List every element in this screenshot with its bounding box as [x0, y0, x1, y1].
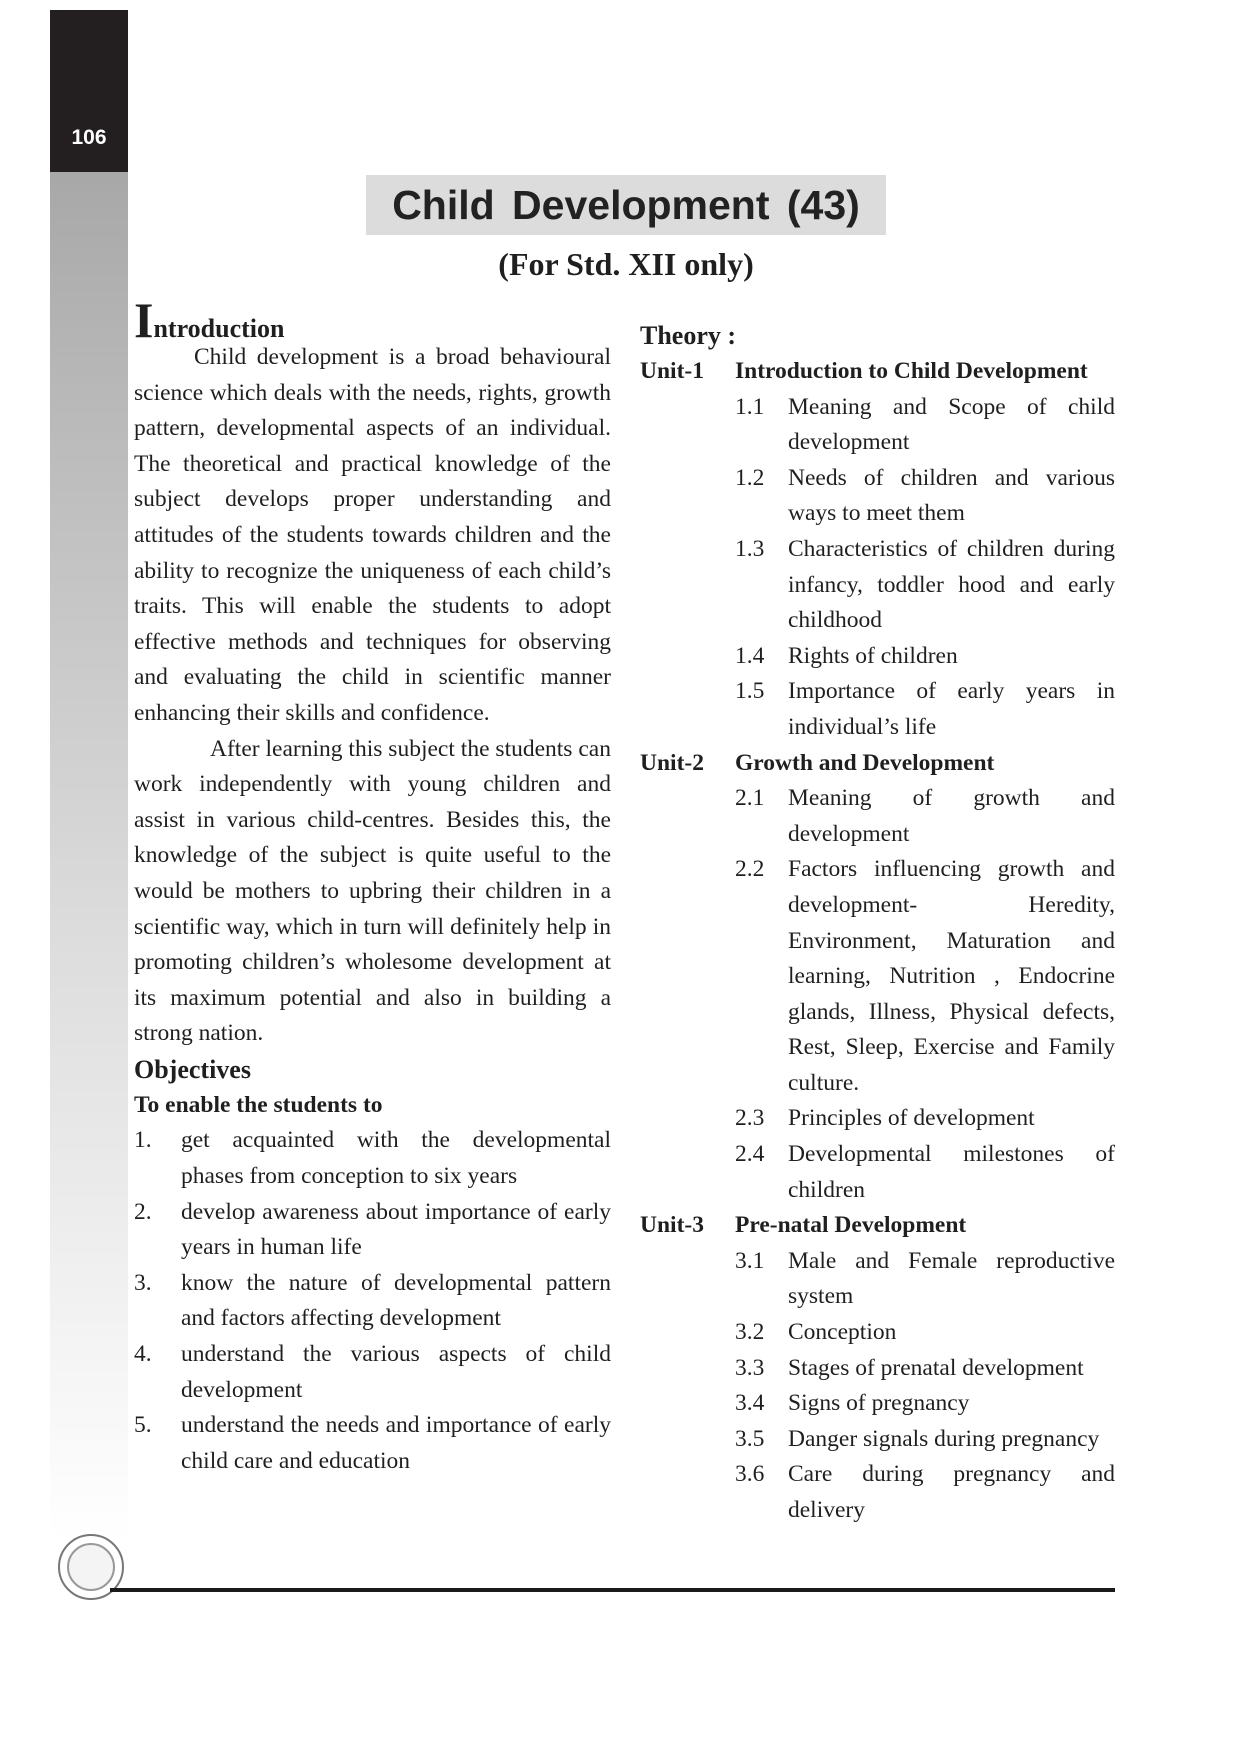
topic-item	[640, 1244, 1115, 1315]
topic-number: 2.1	[735, 785, 765, 812]
topic-item	[640, 1386, 1115, 1422]
topic-item	[640, 852, 1115, 1101]
objective-text: know the nature of developmental pattern and factors affecting development	[181, 1269, 611, 1332]
topic-number: 3.6	[735, 1461, 765, 1488]
topic-number: 1.4	[735, 642, 765, 669]
topic-text: Rights of children	[788, 642, 958, 669]
objective-text: get acquainted with the developmental phases from conception to six years	[181, 1127, 611, 1190]
objective-number: 3.	[134, 1269, 152, 1296]
emblem-inner-ring	[67, 1543, 115, 1591]
topic-number: 1.2	[735, 464, 765, 491]
objective-text: understand the needs and importance of early child care and education	[181, 1412, 611, 1474]
unit-label: Unit-1	[640, 358, 704, 384]
side-gradient-bar	[50, 10, 128, 1540]
topic-text: Care during pregnancy and delivery	[788, 1461, 1115, 1523]
topic-item	[640, 674, 1115, 745]
topic-text: Signs of pregnancy	[788, 1390, 970, 1417]
page-number-tab	[50, 10, 128, 172]
topic-text: Characteristics of children during infancy, toddler hood and early childhood	[788, 535, 1115, 634]
topic-text: Stages of prenatal development	[788, 1354, 1084, 1381]
objective-item	[134, 1195, 611, 1266]
page-subtitle: (For Std. XII only)	[498, 246, 754, 282]
unit-label: Unit-3	[640, 1212, 704, 1239]
topic-number: 1.3	[735, 535, 765, 562]
topic-number: 1.1	[735, 393, 765, 420]
footer-rule	[110, 1588, 1115, 1592]
topic-text: Principles of development	[788, 1105, 1035, 1132]
topic-text: Danger signals during pregnancy	[788, 1425, 1100, 1452]
introduction-heading-text: ntroduction	[153, 314, 285, 343]
objective-number: 2.	[134, 1198, 152, 1225]
topic-item	[640, 1315, 1115, 1351]
topic-text: Developmental milestones of children	[788, 1141, 1115, 1203]
topic-text: Male and Female reproductive system	[788, 1247, 1115, 1310]
objective-text: understand the various aspects of child development	[181, 1341, 611, 1403]
unit-heading	[640, 746, 1115, 782]
topic-item	[640, 1137, 1115, 1208]
objective-item	[134, 1123, 611, 1194]
dropcap-letter: I	[134, 292, 154, 348]
topic-text: Factors influencing growth and development- Heredity, Environment, Maturation and learning, Nutrition , Endocrine glands, Illness, Physical defects, Rest, Sleep, Exercise and Family culture.	[788, 856, 1115, 1096]
topic-number: 2.3	[735, 1105, 765, 1132]
unit-label: Unit-2	[640, 749, 704, 776]
page-number: 106	[71, 126, 107, 149]
topic-number: 2.2	[735, 856, 765, 883]
objective-number: 1.	[134, 1127, 152, 1154]
topic-number: 3.2	[735, 1319, 765, 1346]
topic-number: 2.4	[735, 1141, 765, 1168]
unit-title: Introduction to Child Development	[735, 358, 1088, 384]
topic-text: Needs of children and various ways to meet them	[788, 464, 1115, 527]
topic-item	[640, 532, 1115, 639]
unit-title: Pre-natal Development	[735, 1212, 967, 1239]
topic-text: Conception	[788, 1319, 897, 1346]
objective-number: 5.	[134, 1412, 152, 1439]
topic-number: 3.4	[735, 1390, 765, 1417]
topic-number: 3.1	[735, 1247, 765, 1274]
topic-item	[640, 1351, 1115, 1387]
unit-title: Growth and Development	[735, 749, 995, 776]
intro-paragraph: Child development is a broad behavioural science which deals with the needs, rights, growth pattern, developmental aspects of an individual. The theoretical and practical knowledge of the subject develops proper understanding and attitudes of the students towards children and the ability to recognize the uniqueness of each child’s traits. This will enable the students to adopt effective methods and techniques for observing and evaluating the child in scientific manner enhancing their skills and confidence.	[134, 344, 611, 726]
theory-heading: Theory :	[640, 321, 737, 350]
topic-number: 1.5	[735, 678, 765, 705]
topic-item	[640, 639, 1115, 675]
page-title: Child Development (43)	[366, 175, 886, 235]
topic-item	[640, 461, 1115, 532]
unit-heading	[640, 1208, 1115, 1244]
unit-heading	[640, 354, 1115, 390]
topic-text: Meaning of growth and development	[788, 785, 1115, 847]
topic-item	[640, 390, 1115, 461]
topic-text: Importance of early years in individual’s life	[788, 678, 1115, 740]
topic-item	[640, 1101, 1115, 1137]
objective-item	[134, 1266, 611, 1337]
left-column	[134, 292, 611, 1479]
topic-item	[640, 1422, 1115, 1458]
intro-paragraph: After learning this subject the students can work independently with young children and assist in various child-centres. Besides this, the knowledge of the subject is quite useful to the would be mothers to upbring their children in a scientific way, which in turn will definitely help in promoting children’s wholesome development at its maximum potential and also in building a strong nation.	[134, 735, 611, 1047]
units-list	[640, 354, 1115, 1529]
objective-item	[134, 1337, 611, 1408]
topic-number: 3.3	[735, 1354, 765, 1381]
topic-item	[640, 1457, 1115, 1528]
objective-number: 4.	[134, 1341, 152, 1368]
topic-item	[640, 781, 1115, 852]
objectives-heading: Objectives	[134, 1054, 251, 1084]
objectives-list	[134, 1123, 611, 1479]
objective-item	[134, 1408, 611, 1479]
objective-text: develop awareness about importance of early years in human life	[181, 1198, 611, 1261]
topic-number: 3.5	[735, 1425, 765, 1452]
topic-text: Meaning and Scope of child development	[788, 393, 1115, 456]
introduction-heading	[134, 292, 611, 348]
right-column	[640, 318, 1115, 1529]
objectives-subheading: To enable the students to	[134, 1091, 383, 1118]
